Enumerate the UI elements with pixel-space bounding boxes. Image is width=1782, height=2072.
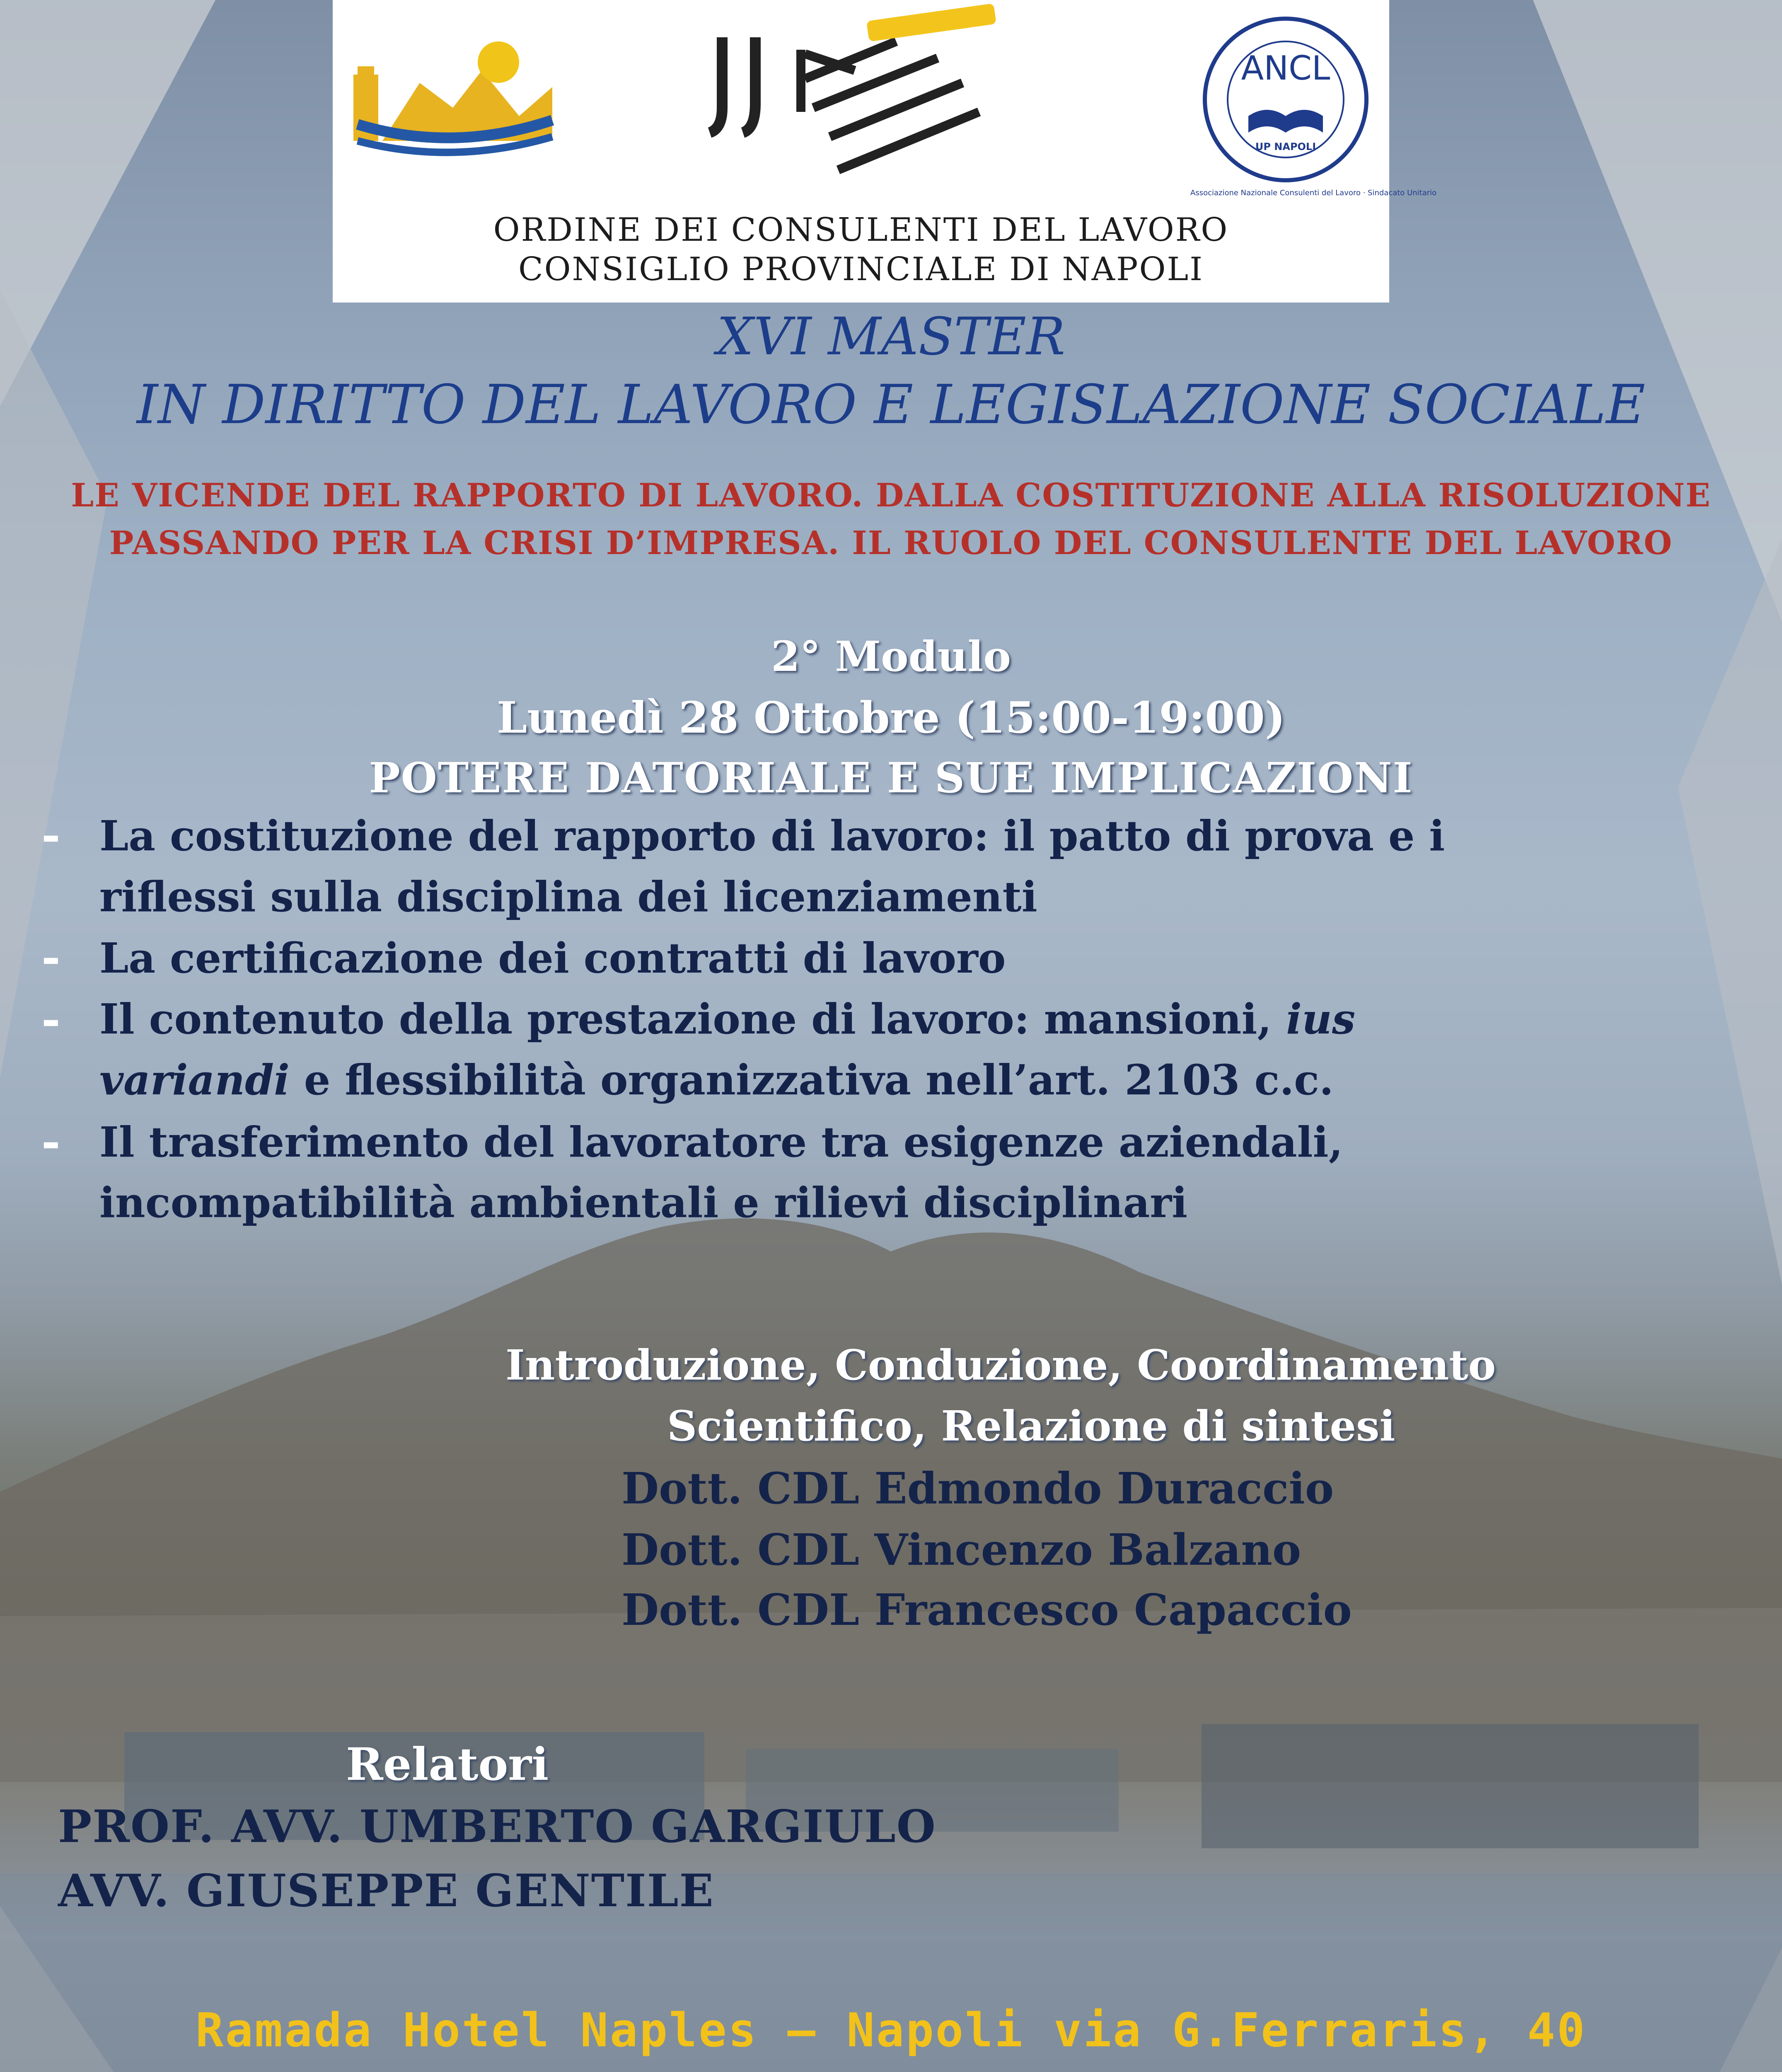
header-logo-box [333,0,1437,303]
module-topic: POTERE DATORIALE E SUE IMPLICAZIONI [369,753,1413,802]
bullet-dash-3: - [41,992,60,1046]
bullet-dash-1: - [41,808,60,862]
speaker-2: AVV. GIUSEPPE GENTILE [58,1865,714,1917]
master-title-line1: XVI MASTER [716,307,1065,367]
bullet-dash-2: - [41,930,60,984]
org-name-line2: CONSIGLIO PROVINCIALE DI NAPOLI [518,251,1204,288]
gulf-logo-icon [345,25,561,157]
bullet-3-italic-variandi: variandi [99,1055,290,1104]
bullet-3-line-2 [99,1055,1334,1104]
bullet-1-line-1: La costituzione del rapporto di lavoro: il patto di prova e i [99,811,1445,860]
bullet-4-line-2: incompatibilità ambientali e rilievi disciplinari [99,1178,1188,1227]
bullet-3-text-b: e flessibilità organizzativa nell’art. 2103 c.c. [289,1055,1334,1104]
bullet-dash-4: - [41,1115,60,1168]
module-date: Lunedì 28 Ottobre (15:00-19:00) [496,692,1286,743]
bullet-3-line-1 [99,995,1355,1043]
ancl-logo-text: ANCL [1241,49,1330,87]
bullet-4-line-1: Il trasferimento del lavoratore tra esigenze aziendali, [99,1118,1343,1167]
venue-address: Ramada Hotel Naples – Napoli via G.Ferraris, 40 [195,2004,1587,2057]
master-subtitle-line1: LE VICENDE DEL RAPPORTO DI LAVORO. DALLA COSTITUZIONE ALLA RISOLUZIONE [71,477,1711,514]
coordination-line2: Scientifico, Relazione di sintesi [667,1402,1395,1450]
coordinator-3: Dott. CDL Francesco Capaccio [621,1584,1352,1635]
speakers-heading: Relatori [346,1738,549,1791]
bullet-2-line-1: La certificazione dei contratti di lavoro [99,934,1006,983]
bullet-3-italic-ius: ius [1286,995,1356,1043]
ancl-ring-text: Associazione Nazionale Consulenti del Lavoro · Sindacato Unitario [1190,189,1437,197]
ancl-logo-icon [1199,12,1373,186]
coordinator-1: Dott. CDL Edmondo Duraccio [621,1463,1334,1514]
bullet-1-line-2: riflessi sulla disciplina dei licenziamenti [99,872,1037,921]
master-subtitle-line2: PASSANDO PER LA CRISI D’IMPRESA. IL RUOLO DEL CONSULENTE DEL LAVORO [109,524,1673,562]
org-name-line1: ORDINE DEI CONSULENTI DEL LAVORO [493,211,1229,249]
coordination-line1: Introduzione, Conduzione, Coordinamento [505,1341,1496,1389]
ancl-sub-text: UP NAPOLI [1255,141,1316,152]
module-name: 2° Modulo [771,632,1011,681]
speaker-1: PROF. AVV. UMBERTO GARGIULO [58,1801,936,1853]
master-title-line2: IN DIRITTO DEL LAVORO E LEGISLAZIONE SOCIALE [136,373,1646,436]
coordinator-2: Dott. CDL Vincenzo Balzano [621,1524,1301,1575]
bullet-3-text-a: Il contenuto della prestazione di lavoro: mansioni, [99,995,1286,1043]
ordine-emblem-icon [706,8,1020,191]
